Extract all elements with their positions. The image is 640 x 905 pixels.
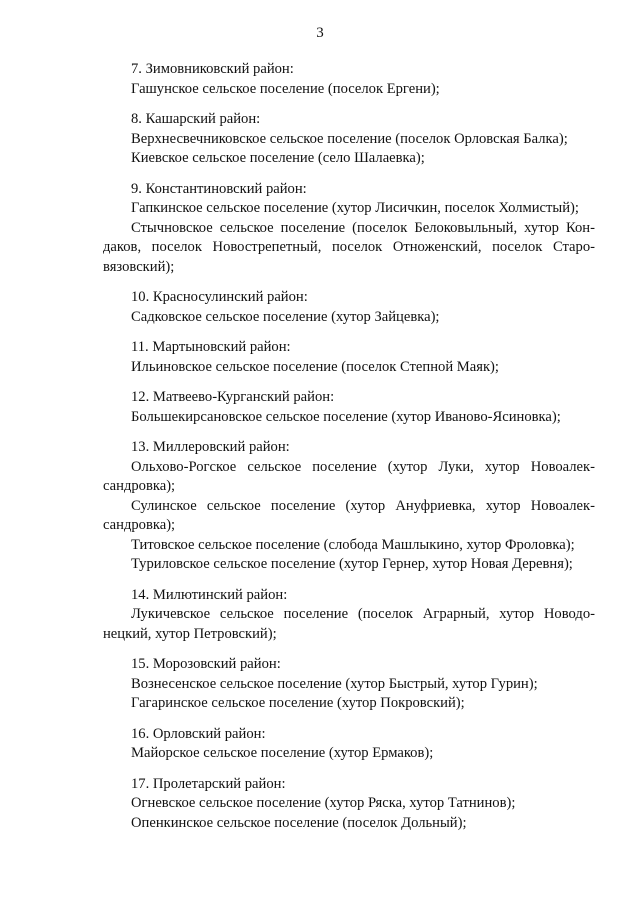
document-body (103, 60, 595, 844)
settlement-entry: Гапкинское сельское поселение (хутор Лисичкин, поселок Холмистый); (131, 200, 579, 216)
settlement-entry: Майорское сельское поселение (хутор Ермаков); (131, 745, 434, 761)
district-section (103, 775, 595, 834)
district-heading: 11. Мартыновский район: (131, 339, 291, 355)
district-heading: 16. Орловский район: (131, 725, 266, 742)
settlement-entry: Опенкинское сельское поселение (поселок Дольный); (131, 814, 467, 831)
district-heading: 10. Красносулинский район: (131, 289, 308, 305)
district-section (103, 655, 595, 714)
settlement-entry: Большекирсановское сельское поселение (хутор Иваново-Ясиновка); (131, 408, 561, 425)
district-section (103, 180, 595, 278)
district-section (103, 60, 595, 99)
district-section (103, 338, 595, 377)
district-section (103, 288, 595, 327)
district-section (103, 110, 595, 169)
district-heading: 8. Кашарский район: (131, 111, 261, 127)
settlement-entry: Верхнесвечниковское сельское поселение (поселок Орловская Балка); (131, 130, 568, 147)
settlement-entry: Лукичевское сельское поселение (поселок Аграрный, хутор Новодонецкий, хутор Петровский); (103, 606, 595, 642)
district-heading: 12. Матвеево-Курганский район: (131, 389, 335, 405)
settlement-entry: Ольхово-Рогское сельское поселение (хутор Луки, хутор Новоалександровка); (103, 458, 595, 494)
district-section (103, 725, 595, 764)
district-heading: 7. Зимовниковский район: (131, 61, 294, 77)
page-number: 3 (316, 25, 324, 41)
district-section (103, 438, 595, 575)
district-section (103, 586, 595, 645)
settlement-entry: Гагаринское сельское поселение (хутор Покровский); (131, 695, 465, 711)
settlement-entry: Киевское сельское поселение (село Шалаевка); (131, 150, 425, 166)
district-heading: 17. Пролетарский район: (131, 775, 286, 792)
settlement-entry: Садковское сельское поселение (хутор Зайцевка); (131, 308, 440, 325)
settlement-entry: Вознесенское сельское поселение (хутор Быстрый, хутор Гурин); (131, 675, 538, 692)
settlement-entry: Ильиновское сельское поселение (поселок Степной Маяк); (131, 358, 499, 375)
settlement-entry: Туриловское сельское поселение (хутор Гернер, хутор Новая Деревня); (131, 556, 573, 572)
district-section (103, 388, 595, 427)
district-heading: 14. Милютинский район: (131, 586, 288, 603)
settlement-entry: Сулинское сельское поселение (хутор Ануфриевка, хутор Новоалександровка); (103, 497, 595, 533)
settlement-entry: Гашунское сельское поселение (поселок Ергени); (131, 80, 440, 97)
settlement-entry: Титовское сельское поселение (слобода Машлыкино, хутор Фроловка); (131, 536, 575, 553)
district-heading: 9. Константиновский район: (131, 180, 307, 197)
district-heading: 15. Морозовский район: (131, 656, 281, 672)
settlement-entry: Стычновское сельское поселение (поселок Белоковыльный, хутор Кондаков, поселок Новострепетный, поселок Отноженский, поселок Старовязовский); (103, 219, 595, 275)
district-heading: 13. Миллеровский район: (131, 439, 290, 455)
settlement-entry: Огневское сельское поселение (хутор Ряска, хутор Татнинов); (131, 795, 516, 811)
